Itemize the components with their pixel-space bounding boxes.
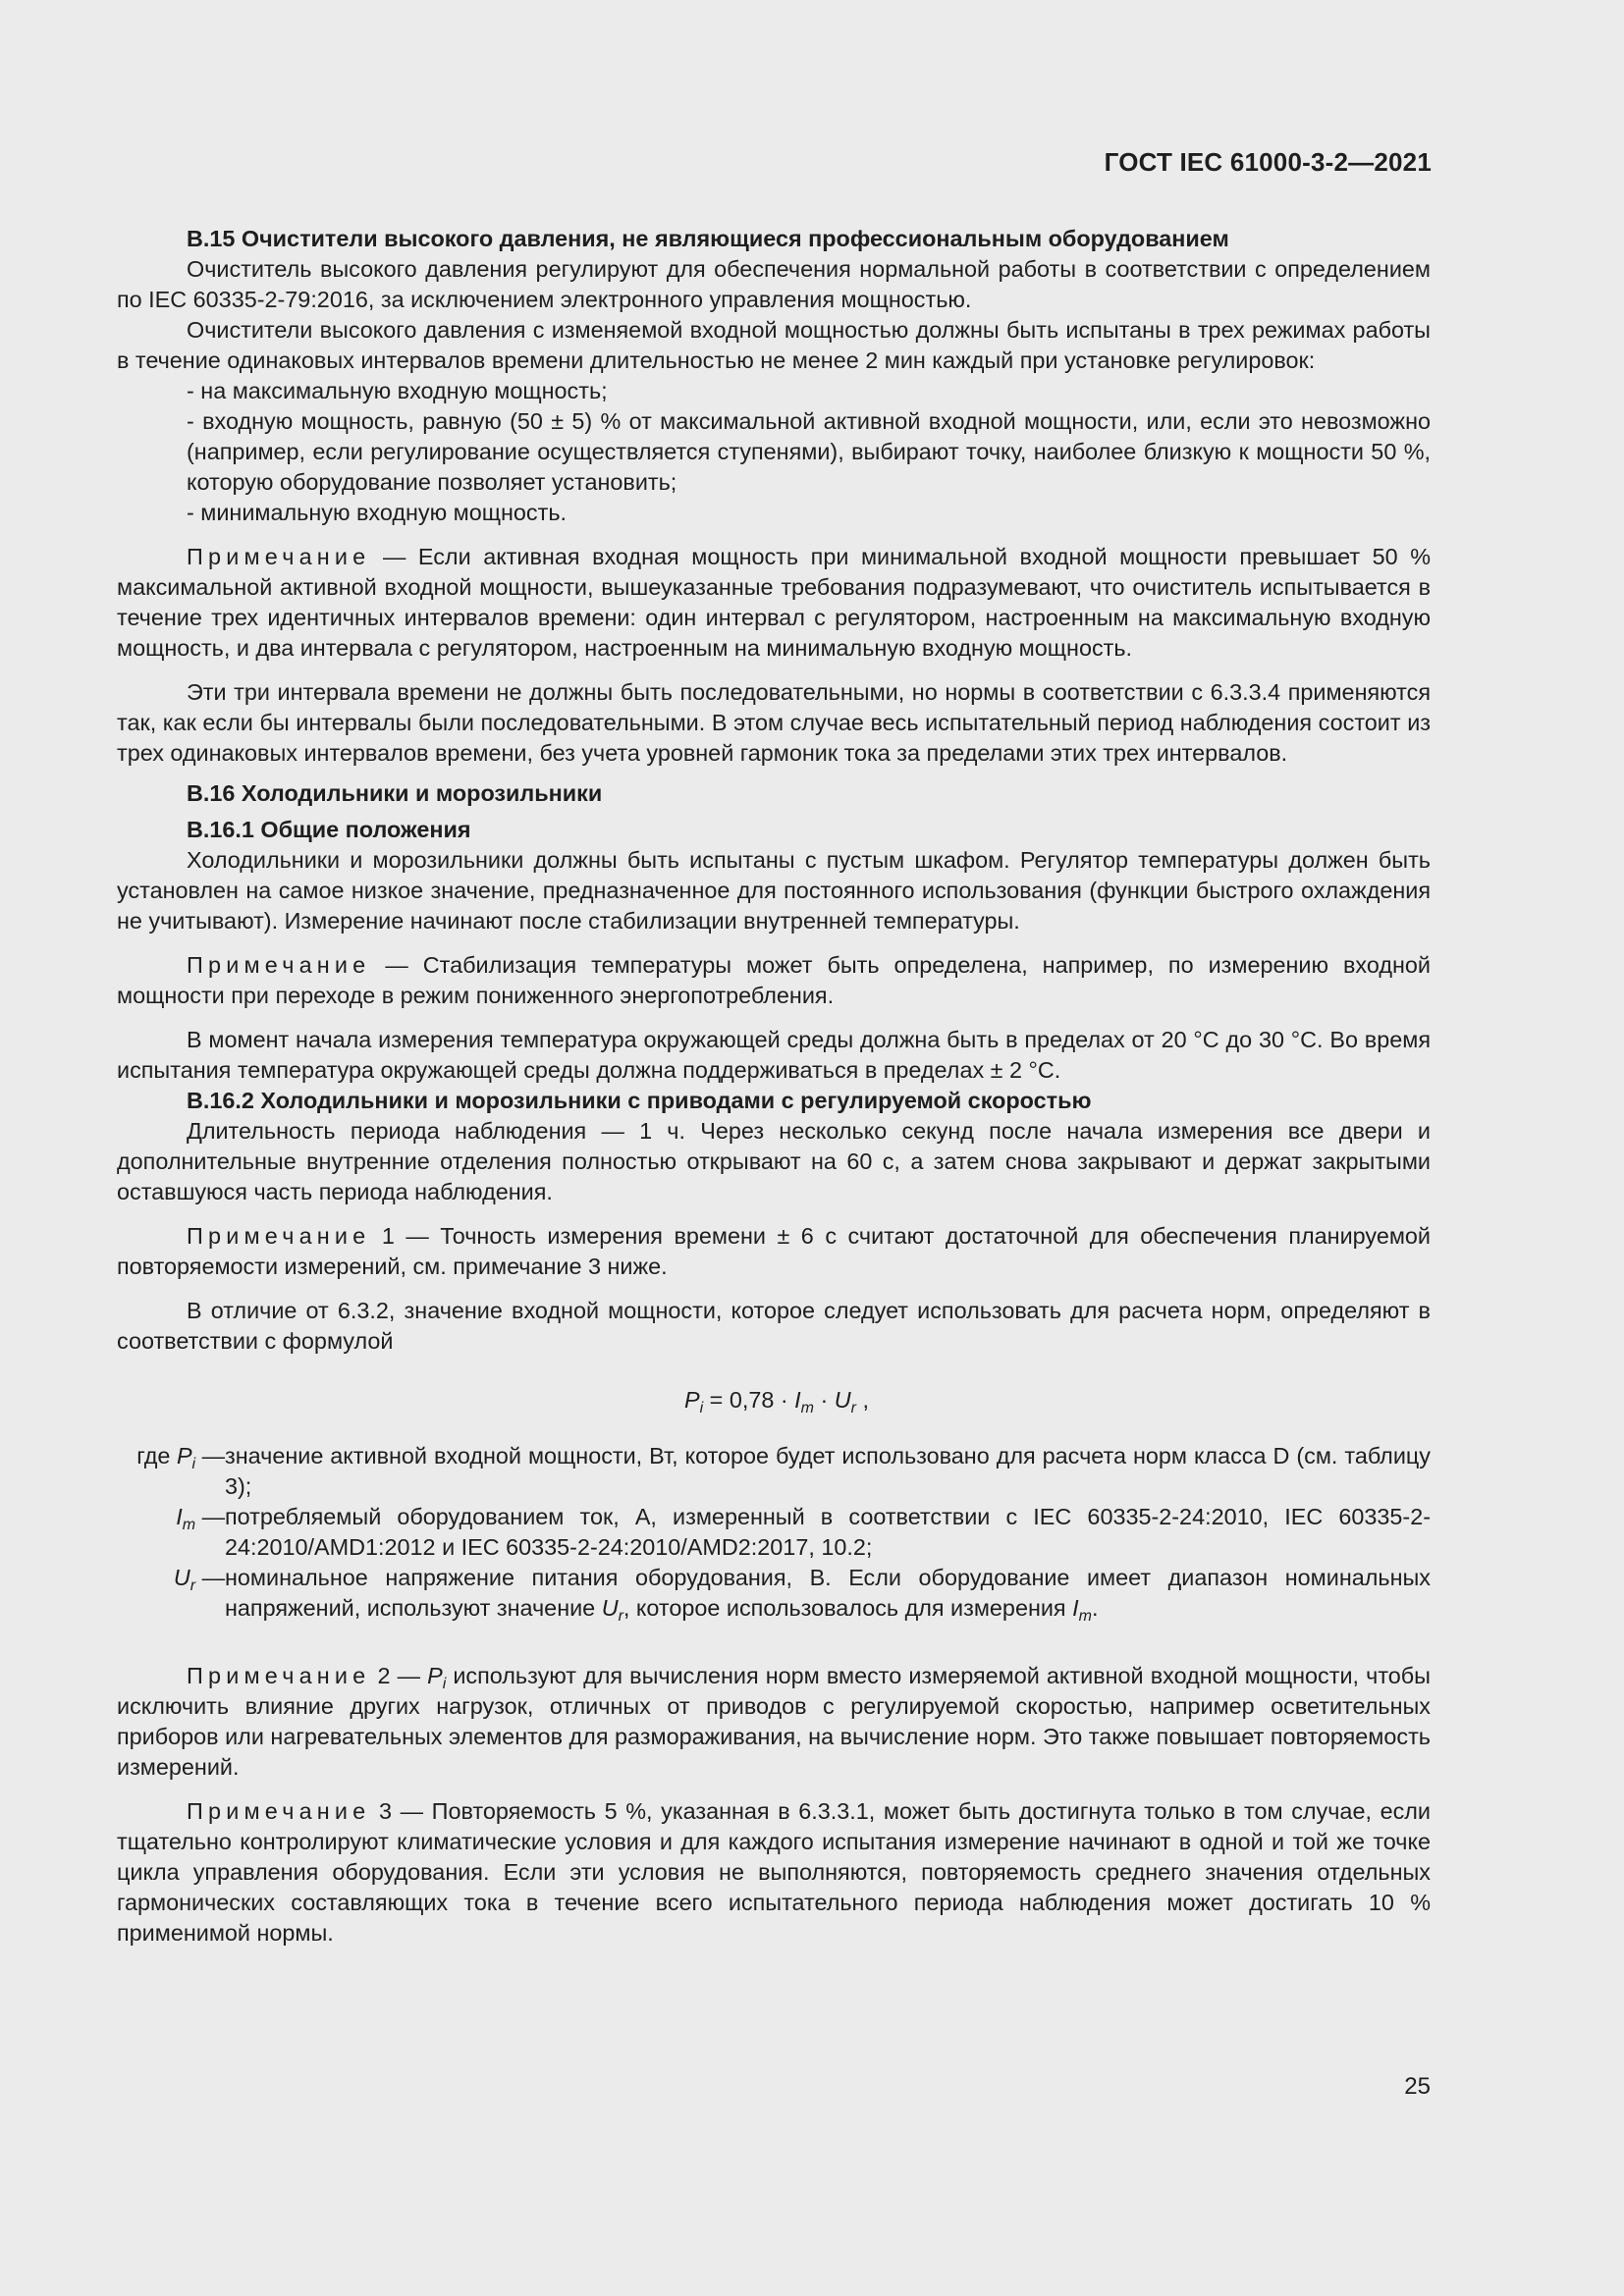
- document-body: [117, 224, 1431, 1949]
- formula: [117, 1385, 1431, 1415]
- section-heading-b16: B.16 Холодильники и морозильники: [187, 780, 603, 806]
- definition-text: значение активной входной мощности, Вт, которое будет использовано для расчета норм класса D (см. таблицу 3);: [225, 1443, 1431, 1499]
- note-label: Примечание: [187, 544, 371, 569]
- subscript: r: [189, 1577, 196, 1594]
- dash: —: [195, 1504, 225, 1529]
- formula-text: = 0,78 ·: [703, 1387, 795, 1413]
- symbol: P: [176, 1443, 192, 1468]
- definition-item: [117, 1441, 1431, 1502]
- subsection-heading-b16-1: B.16.1 Общие положения: [187, 817, 471, 842]
- note: [117, 1221, 1431, 1282]
- list-item: - входную мощность, равную (50 ± 5) % от максимальной активной входной мощности, или, если это невозможно (например, если регулирование осуществляется ступенями), выбирают точку, наиболее близкую к мощности 50 %, которую оборудование позволяет установить;: [187, 408, 1431, 495]
- definition-term: [117, 1502, 225, 1532]
- note-label: Примечание: [187, 952, 371, 978]
- note-text: используют для вычисления норм вместо измеряемой активной входной мощности, чтобы исключить влияние других нагрузок, отличных от приводов с регулируемой скоростью, например осветительных приборов или нагревательных элементов для размораживания, на вычисление норм. Это также повышает повторяемость измерений.: [117, 1663, 1431, 1780]
- subscript: m: [182, 1517, 196, 1533]
- section-heading-b15: B.15 Очистители высокого давления, не являющиеся профессиональным оборудованием: [187, 226, 1229, 251]
- symbol: I: [176, 1504, 183, 1529]
- subscript: i: [191, 1456, 196, 1472]
- subscript: m: [1078, 1608, 1092, 1625]
- note-label: Примечание: [187, 1798, 371, 1824]
- note-text: 1 — Точность измерения времени ± 6 с считают достаточной для обеспечения планируемой повторяемости измерений, см. примечание 3 ниже.: [117, 1223, 1431, 1279]
- where-label: где: [136, 1443, 177, 1468]
- formula-symbol: P: [684, 1387, 700, 1413]
- note-label: Примечание: [187, 1663, 371, 1688]
- formula-text: ,: [856, 1387, 869, 1413]
- formula-symbol: I: [794, 1387, 801, 1413]
- note: [117, 1796, 1431, 1949]
- definition-term: [117, 1441, 225, 1471]
- formula-subscript: r: [850, 1400, 856, 1416]
- subscript: i: [442, 1676, 447, 1692]
- dash: —: [195, 1443, 225, 1468]
- symbol: I: [1072, 1595, 1079, 1621]
- list-item: - минимальную входную мощность.: [187, 500, 568, 525]
- subscript: r: [618, 1608, 623, 1625]
- definition-item: [117, 1502, 1431, 1563]
- note-text: — Если активная входная мощность при минимальной входной мощности превышает 50 % максимальной активной входной мощности, вышеуказанные требования подразумевают, что очиститель испытывается в течение трех идентичных интервалов времени: один интервал с регулятором, настроенным на максимальную входную мощность, и два интервала с регулятором, настроенным на минимальную входную мощность.: [117, 544, 1431, 661]
- paragraph: В отличие от 6.3.2, значение входной мощности, которое следует использовать для расчета норм, определяют в соответствии с формулой: [117, 1298, 1431, 1354]
- definition-text-part: .: [1091, 1595, 1099, 1621]
- paragraph: Очиститель высокого давления регулируют для обеспечения нормальной работы в соответствии с определением по IEC 60335-2-79:2016, за исключением электронного управления мощностью.: [117, 256, 1431, 312]
- page-number: 25: [1404, 2073, 1431, 2100]
- dash: —: [195, 1565, 225, 1590]
- definitions-list: [117, 1441, 1431, 1624]
- note-text: 2 —: [370, 1663, 428, 1688]
- formula-symbol: U: [834, 1387, 851, 1413]
- definition-text: потребляемый оборудованием ток, А, измеренный в соответствии с IEC 60335-2-24:2010, IEC 60335-2-24:2010/AMD1:2012 и IEC 60335-2-24:2010/AMD2:2017, 10.2;: [225, 1504, 1431, 1560]
- note-text: — Стабилизация температуры может быть определена, например, по измерению входной мощности при переходе в режим пониженного энергопотребления.: [117, 952, 1431, 1008]
- note: [117, 542, 1431, 664]
- note: [117, 950, 1431, 1011]
- symbol: P: [427, 1663, 443, 1688]
- definition-text: [225, 1563, 1431, 1624]
- subsection-heading-b16-2: B.16.2 Холодильники и морозильники с приводами с регулируемой скоростью: [187, 1088, 1092, 1113]
- definition-item: [117, 1563, 1431, 1624]
- list-item: - на максимальную входную мощность;: [187, 378, 608, 403]
- symbol: U: [173, 1565, 190, 1590]
- formula-subscript: i: [699, 1400, 704, 1416]
- symbol: U: [601, 1595, 619, 1621]
- note-label: Примечание: [187, 1223, 371, 1249]
- formula-text: ·: [813, 1387, 835, 1413]
- note-text: 3 — Повторяемость 5 %, указанная в 6.3.3.1, может быть достигнута только в том случае, если тщательно контролируют климатические условия и для каждого испытания измерение начинают в одной и той же точке цикла управления оборудования. Если эти условия не выполняются, повторяемость среднего значения отдельных гармонических составляющих тока в течение всего испытательного периода наблюдения может достигать 10 % применимой нормы.: [117, 1798, 1431, 1946]
- paragraph: Длительность периода наблюдения — 1 ч. Через несколько секунд после начала измерения все двери и дополнительные внутренние отделения полностью открывают на 60 с, а затем снова закрывают и держат закрытыми оставшуюся часть периода наблюдения.: [117, 1118, 1431, 1204]
- definition-text-part: номинальное напряжение питания оборудования, В. Если оборудование имеет диапазон номинальных напряжений, используют значение: [225, 1565, 1431, 1621]
- paragraph: Очистители высокого давления с изменяемой входной мощностью должны быть испытаны в трех режимах работы в течение одинаковых интервалов времени длительностью не менее 2 мин каждый при установке регулировок:: [117, 317, 1431, 373]
- paragraph: В момент начала измерения температура окружающей среды должна быть в пределах от 20 °С до 30 °С. Во время испытания температура окружающей среды должна поддерживаться в пределах ± 2 °С.: [117, 1027, 1431, 1083]
- formula-subscript: m: [800, 1400, 814, 1416]
- note: [117, 1661, 1431, 1783]
- definition-text-part: , которое использовалось для измерения: [623, 1595, 1073, 1621]
- paragraph: Эти три интервала времени не должны быть последовательными, но нормы в соответствии с 6.3.3.4 применяются так, как если бы интервалы были последовательными. В этом случае весь испытательный период наблюдения состоит из трех одинаковых интервалов времени, без учета уровней гармоник тока за пределами этих трех интервалов.: [117, 679, 1431, 766]
- definition-term: [117, 1563, 225, 1593]
- document-header: ГОСТ IEC 61000-3-2—2021: [1104, 147, 1432, 177]
- paragraph: Холодильники и морозильники должны быть испытаны с пустым шкафом. Регулятор температуры должен быть установлен на самое низкое значение, предназначенное для постоянного использования (функции быстрого охлаждения не учитывают). Измерение начинают после стабилизации внутренней температуры.: [117, 847, 1431, 934]
